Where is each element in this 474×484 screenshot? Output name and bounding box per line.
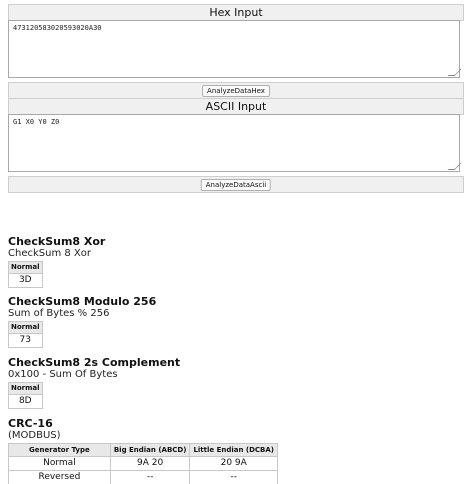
- table-cell: --: [190, 471, 278, 484]
- column-header: Generator Type: [9, 444, 111, 457]
- result-value: 3D: [9, 274, 43, 288]
- table-cell: Normal: [9, 457, 111, 471]
- section-subtitle: (MODBUS): [8, 430, 61, 441]
- crc-table: [8, 443, 278, 484]
- result-table: [8, 261, 43, 288]
- ascii-input-value: G1 X0 Y0 Z0: [13, 118, 60, 126]
- section-title: CheckSum8 2s Complement: [8, 356, 181, 369]
- column-header: Normal: [9, 322, 43, 334]
- result-table: [8, 321, 43, 348]
- section-title: CheckSum8 Modulo 256: [8, 295, 157, 308]
- hex-input-field[interactable]: [8, 20, 460, 78]
- resize-grip-icon[interactable]: [448, 69, 462, 76]
- ascii-button-row: [8, 176, 464, 193]
- checksum-2s-complement-section: [8, 356, 180, 409]
- table-row: [9, 471, 278, 484]
- column-header: Normal: [9, 383, 43, 395]
- table-cell: 20 9A: [190, 457, 278, 471]
- hex-input-title: Hex Input: [8, 4, 464, 21]
- result-value: 73: [9, 334, 43, 348]
- crc16-section: [8, 417, 278, 484]
- checksum-xor-section: [8, 235, 105, 288]
- result-value: 8D: [9, 395, 43, 409]
- resize-grip-icon[interactable]: [448, 163, 462, 170]
- column-header: Normal: [9, 262, 43, 274]
- checksum-modulo-section: [8, 295, 156, 348]
- ascii-input-field[interactable]: [8, 114, 460, 172]
- section-subtitle: Sum of Bytes % 256: [8, 308, 110, 319]
- table-cell: Reversed: [9, 471, 111, 484]
- section-subtitle: 0x100 - Sum Of Bytes: [8, 369, 118, 380]
- result-table: [8, 382, 43, 409]
- section-title: CheckSum8 Xor: [8, 235, 106, 248]
- column-header: Little Endian (DCBA): [190, 444, 278, 457]
- table-row: [9, 457, 278, 471]
- hex-button-row: [8, 82, 464, 99]
- analyze-hex-button[interactable]: AnalyzeDataHex: [202, 85, 270, 97]
- ascii-input-title: ASCII Input: [8, 98, 464, 115]
- analyze-ascii-button[interactable]: AnalyzeDataAscii: [201, 179, 271, 191]
- hex-input-value: 473120583020593020A30: [13, 24, 102, 32]
- section-title: CRC-16: [8, 417, 53, 430]
- table-cell: 9A 20: [110, 457, 190, 471]
- column-header: Big Endian (ABCD): [110, 444, 190, 457]
- table-cell: --: [110, 471, 190, 484]
- section-subtitle: CheckSum 8 Xor: [8, 248, 91, 259]
